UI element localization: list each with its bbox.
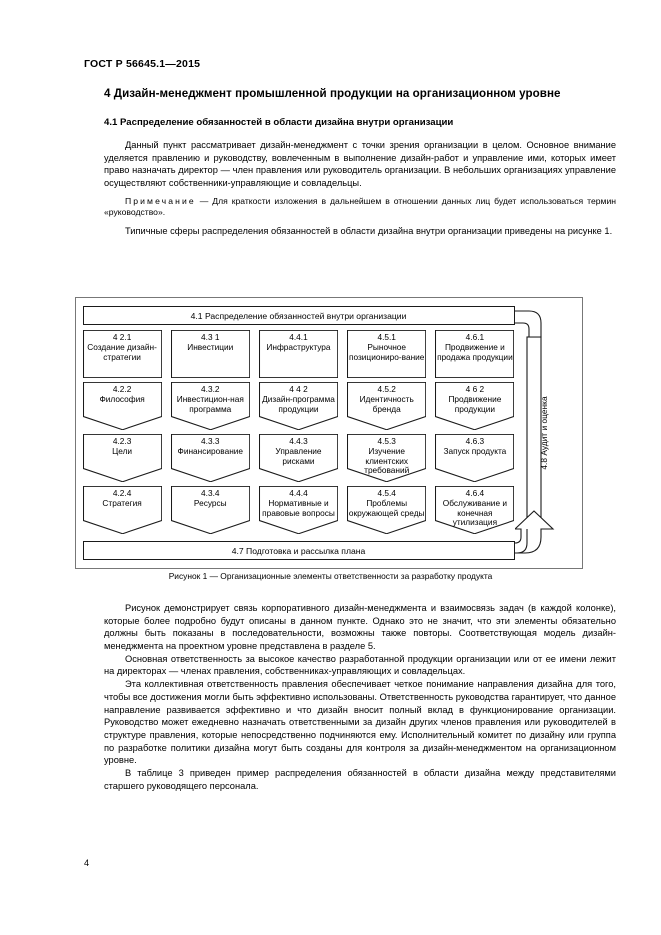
diagram-cell-number: 4 4 2	[289, 384, 308, 394]
diagram-cell-4-3-2	[171, 382, 250, 430]
diagram-cell-4-3-1	[171, 330, 250, 378]
diagram-cell-number: 4 2.1	[112, 332, 132, 342]
diagram-cell-label: Обслуживание и конечная утилизация	[442, 497, 507, 528]
diagram-cell-number: 4.3.3	[201, 436, 220, 446]
diagram-cell-label: Продвижение продукции	[448, 393, 502, 414]
diagram-cell-label: Рыночное позициониро-вание	[348, 341, 425, 362]
note-label: Примечание	[125, 195, 196, 206]
diagram-cell-number: 4.4.3	[289, 436, 308, 446]
figure-1	[0, 297, 661, 581]
diagram-cell-label: Идентичность бренда	[359, 393, 414, 414]
diagram-cell-number: 4.5.1	[377, 332, 396, 342]
diagram-cell-label: Философия	[99, 393, 145, 404]
band-top: 4.1 Распределение обязанностей внутри организации	[83, 306, 515, 325]
diagram-cell-number: 4.4.4	[289, 488, 308, 498]
running-head: ГОСТ Р 56645.1—2015	[84, 58, 201, 70]
audit-side-label: 4.8 Аудит и оценка	[538, 396, 549, 470]
diagram-cell-text	[347, 434, 426, 476]
diagram-cell-4-5-3	[347, 434, 426, 482]
diagram-cell-number: 4.6.4	[465, 488, 485, 498]
diagram-cell-label: Стратегия	[102, 497, 142, 508]
diagram-cell-number: 4.2.4	[112, 488, 132, 498]
diagram-cell-label: Инвестиции	[187, 341, 234, 352]
audit-loop-arrows	[515, 297, 583, 569]
diagram-cell-number: 4.5.4	[377, 488, 396, 498]
diagram-cell-number: 4.6.1	[465, 332, 485, 342]
paragraph-5: Эта коллективная ответственность правления обеспечивает четкое понимание направления дизайна для того, чтобы все достижения могли быть эффективно использованы. Ответственность руководства гарантирует, что данное направление развивается эффективно и что дизайн вносит полный вклад в функционирование организации. Руководство может ежедневно назначать ответственными за дизайн других членов правления или руководителей в структуре правления, которые непосредственно подчиняются ему. Исполнительный комитет по дизайну или группа по разработке политики дизайна могут быть созданы для контроля за дизайн-менеджментом на организационном уровне.	[104, 679, 616, 766]
diagram-cell-4-6-1	[435, 330, 514, 378]
diagram-cell-label: Управление рисками	[275, 445, 322, 466]
diagram-cell-4-2-1	[83, 330, 162, 378]
diagram-cell-4-3-3	[171, 434, 250, 482]
diagram-cell-4-6-4	[435, 486, 514, 534]
diagram-cell-text	[435, 434, 514, 457]
paragraph-1: Данный пункт рассматривает дизайн-менеджмент с точки зрения организации в целом. Основное внимание уделяется правлению и руководству, вовлеченным в выполнение дизайн-работ и управление ими, которых имеет право назначать директор — член правления или руководитель организации. В небольших организациях управление осуществляют собственники-управляющие и совладельцы.	[104, 139, 616, 188]
diagram-cell-text	[347, 330, 426, 362]
diagram-cell-label: Финансирование	[177, 445, 244, 456]
note-body: — Для краткости изложения в дальнейшем в отношении данных лиц будет использоваться термин «руководство».	[104, 195, 616, 218]
diagram-cell-4-5-1	[347, 330, 426, 378]
diagram-cell-label: Цели	[112, 445, 133, 456]
diagram-cell-4-6-2	[435, 382, 514, 430]
diagram-cell-number: 4.4.1	[289, 332, 308, 342]
diagram-cell-text	[171, 434, 250, 457]
paragraph-6: В таблице 3 приведен пример распределения обязанностей в области дизайна между представителями старшего руководящего персонала.	[104, 767, 616, 791]
note-paragraph	[104, 196, 616, 220]
diagram-cell-text	[171, 330, 250, 353]
diagram-cell-label: Проблемы окружающей среды	[348, 497, 425, 518]
diagram-grid	[83, 330, 515, 534]
diagram-cell-4-4-1	[259, 330, 338, 378]
content-lower	[104, 602, 616, 792]
diagram-cell-label: Запуск продукта	[443, 445, 507, 456]
diagram-cell-4-4-2	[259, 382, 338, 430]
diagram-cell-label: Инвестицион-ная программа	[176, 393, 244, 414]
diagram-cell-label: Нормативные и правовые вопросы	[262, 497, 335, 518]
diagram-cell-number: 4.2.3	[112, 436, 132, 446]
diagram-cell-label: Инфраструктура	[266, 341, 331, 352]
diagram-cell-4-2-4	[83, 486, 162, 534]
diagram-cell-label: Изучение клиентских требований	[364, 445, 410, 476]
figure-caption: Рисунок 1 — Организационные элементы ответственности за разработку продукта	[168, 571, 493, 581]
diagram-cell-text	[83, 330, 162, 362]
diagram-cell-text	[83, 434, 162, 457]
diagram-cell-4-4-4	[259, 486, 338, 534]
band-bottom: 4.7 Подготовка и рассылка плана	[83, 541, 515, 560]
diagram-cell-number: 4.3.2	[201, 384, 220, 394]
diagram-cell-text	[83, 486, 162, 509]
diagram-cell-number: 4.6.3	[465, 436, 485, 446]
diagram-cell-text	[83, 382, 162, 405]
diagram-cell-label: Ресурсы	[193, 497, 227, 508]
clause-heading: 4 Дизайн-менеджмент промышленной продукции на организационном уровне	[104, 87, 561, 100]
diagram-cell-label: Дизайн-программа продукции	[262, 393, 335, 414]
paragraph-4: Основная ответственность за высокое качество разработанной продукции организации или от ее имени лежит на директорах — членах правления, собственниках-управляющих и совладельцах.	[104, 653, 616, 677]
paragraph-3: Рисунок демонстрирует связь корпоративного дизайн-менеджмента и взаимосвязь задач (в каждой колонке), которые более подробно будут описаны в данном пункте. Однако это не значит, что эти элементы обязательно должны быть показаны в последовательности, возможны также повторы. Соответствующая модель дизайн-менеджмента на проектном уровне представлена в разделе 5.	[104, 603, 616, 652]
diagram-cell-4-4-3	[259, 434, 338, 482]
diagram-cell-number: 4.5.3	[377, 436, 396, 446]
diagram-cell-text	[259, 434, 338, 466]
diagram-cell-number: 4.3 1	[201, 332, 220, 342]
diagram-cell-text	[171, 486, 250, 509]
subclause-heading: 4.1 Распределение обязанностей в области дизайна внутри организации	[104, 117, 454, 129]
diagram-cell-text	[347, 382, 426, 414]
diagram-cell-text	[259, 330, 338, 353]
diagram-cell-label: Создание дизайн-стратегии	[87, 341, 157, 362]
diagram-cell-number: 4 6 2	[465, 384, 485, 394]
diagram-cell-number: 4.3.4	[201, 488, 220, 498]
diagram-cell-4-5-2	[347, 382, 426, 430]
diagram-cell-number: 4.5.2	[377, 384, 396, 394]
diagram-canvas	[75, 297, 583, 569]
page-number: 4	[84, 858, 90, 868]
diagram-cell-4-2-3	[83, 434, 162, 482]
diagram-cell-4-2-2	[83, 382, 162, 430]
diagram-cell-text	[171, 382, 250, 414]
diagram-cell-4-5-4	[347, 486, 426, 534]
diagram-cell-text	[259, 486, 338, 518]
content-upper	[104, 86, 616, 238]
diagram-cell-text	[435, 486, 514, 528]
diagram-cell-text	[259, 382, 338, 414]
diagram-cell-text	[435, 382, 514, 414]
diagram-cell-text	[347, 486, 426, 518]
diagram-cell-4-3-4	[171, 486, 250, 534]
diagram-cell-4-6-3	[435, 434, 514, 482]
paragraph-2: Типичные сферы распределения обязанностей в области дизайна внутри организации приведены на рисунке 1.	[125, 226, 613, 237]
diagram-cell-text	[435, 330, 514, 362]
diagram-cell-label: Продвижение и продажа продукции	[437, 341, 513, 362]
diagram-cell-number: 4.2.2	[112, 384, 132, 394]
